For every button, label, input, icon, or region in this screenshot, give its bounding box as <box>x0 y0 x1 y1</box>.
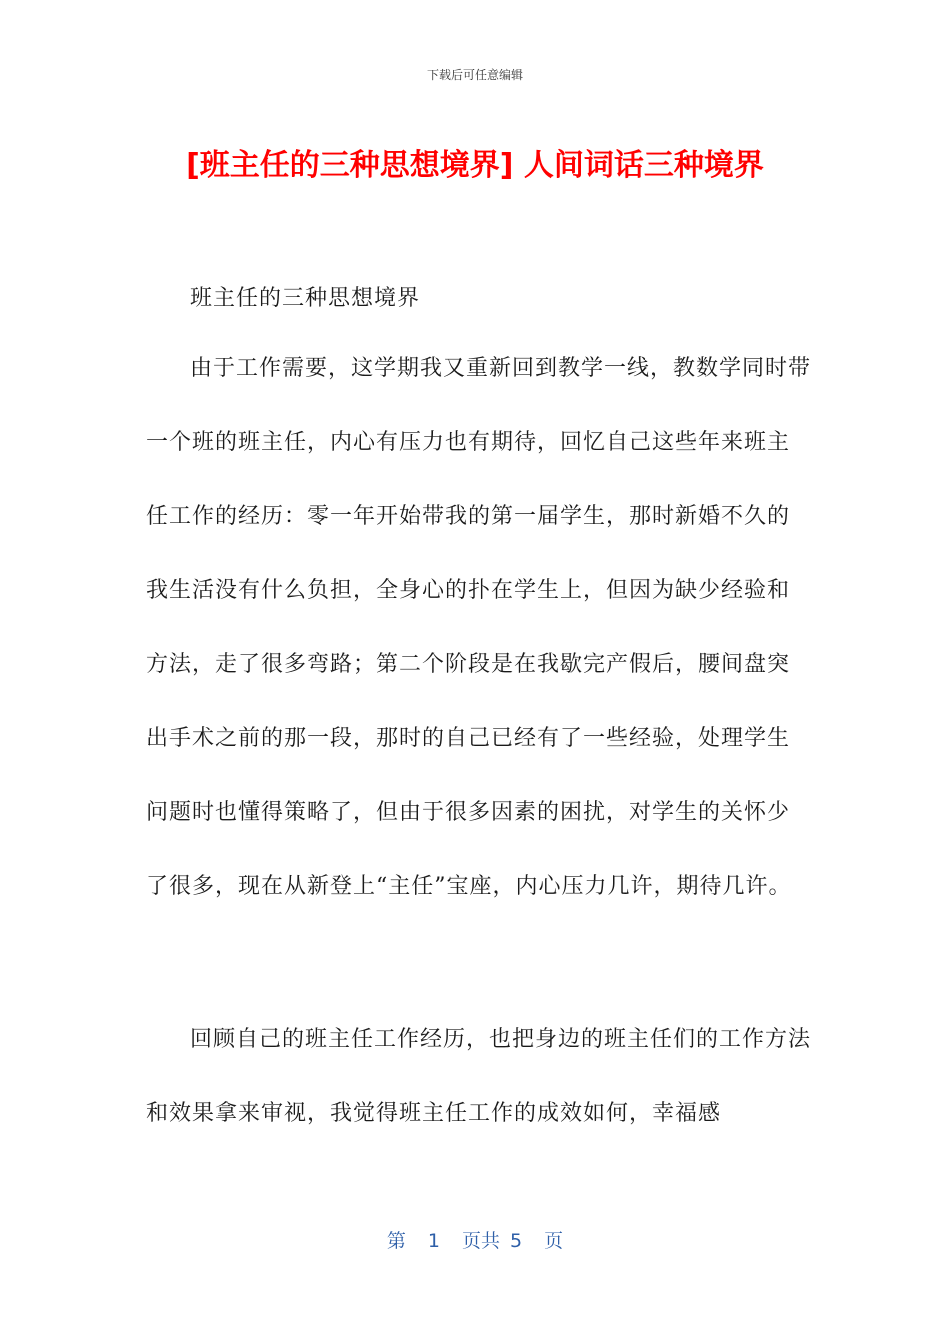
paragraph-2 <box>146 1003 811 1151</box>
paragraph-1 <box>146 332 811 924</box>
paragraph-text: 由于工作需要，这学期我又重新回到教学一线，教数学同时带一个班的班主任，内心有压力也有期待，回忆自己这些年来班主任工作的经历：零一年开始带我的第一届学生，那时新婚不久的我生活没有什么负担，全身心的扑在学生上，但因为缺少经验和方法，走了很多弯路；第二个阶段是在我歇完产假后，腰间盘突出手术之前的那一段，那时的自己已经有了一些经验，处理学生问题时也懂得策略了，但由于很多因素的困扰，对学生的关怀少了很多，现在从新登上“主任”宝座，内心压力几许，期待几许。 <box>146 356 812 899</box>
page-prefix: 第 <box>386 1230 406 1252</box>
total-pages-number: 5 <box>510 1230 523 1252</box>
current-page-number: 1 <box>427 1230 440 1252</box>
section-subheading <box>146 262 811 336</box>
header-note: 下载后可任意编辑 <box>426 68 523 82</box>
subheading-text: 班主任的三种思想境界 <box>190 286 421 311</box>
page-footer <box>0 1226 950 1253</box>
page-mid-label: 页共 <box>461 1230 500 1252</box>
page-suffix: 页 <box>544 1230 564 1252</box>
document-title: [班主任的三种思想境界] 人间词话三种境界 <box>186 148 764 183</box>
paragraph-text: 回顾自己的班主任工作经历，也把身边的班主任们的工作方法和效果拿来审视，我觉得班主任工作的成效如何，幸福感 <box>146 1027 812 1126</box>
